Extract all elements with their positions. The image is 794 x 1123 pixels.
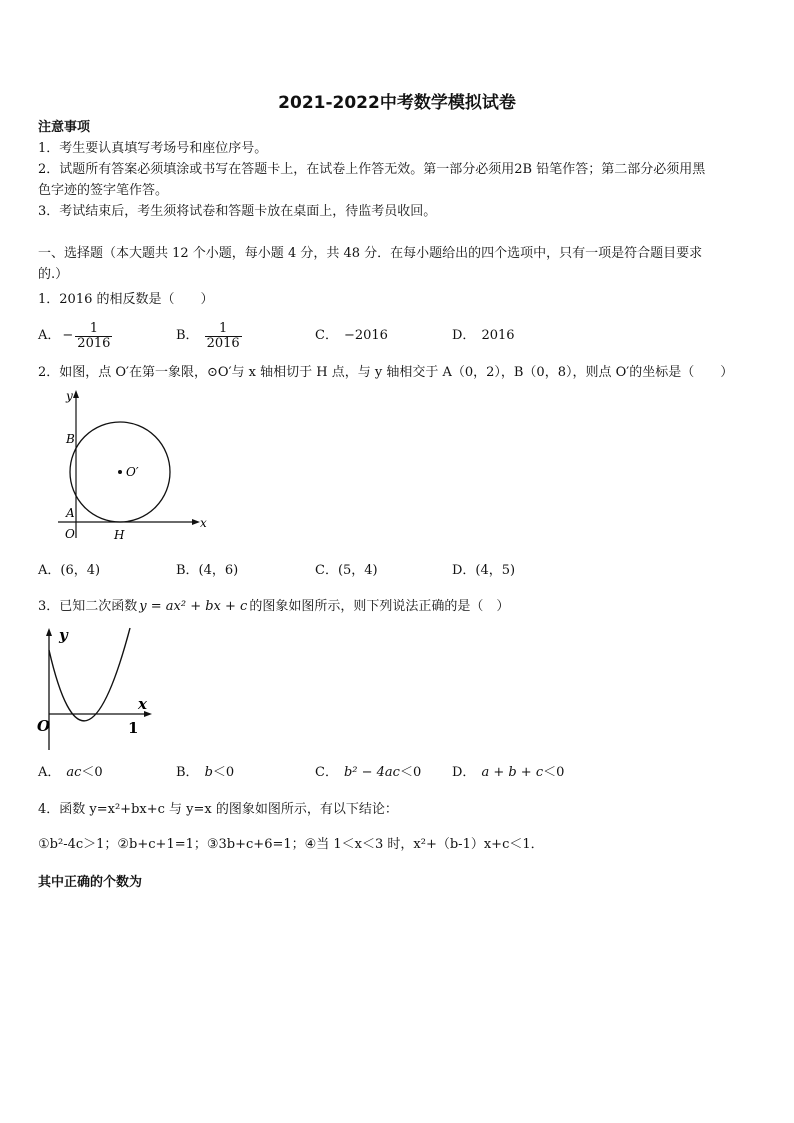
notice-item-1: 1．考生要认真填写考场号和座位序号。: [38, 141, 268, 156]
q3-option-b-rel: ＜0: [212, 765, 235, 780]
q1-option-a: [38, 316, 112, 356]
q2-option-a: A．(6，4): [38, 563, 101, 578]
q1-stem: 1．2016 的相反数是（ ）: [38, 292, 214, 307]
q2-option-d: D．(4，5): [452, 563, 516, 578]
q3-option-a-expr: ac: [66, 765, 82, 780]
q1-option-a-denominator: 2016: [77, 335, 111, 351]
q1-option-c-value: −2016: [343, 328, 388, 343]
q3-option-c-expr: b² − 4ac: [343, 765, 400, 780]
q3-one-label: 1: [128, 719, 139, 737]
q3-option-d-label: D．: [452, 765, 476, 780]
q2-option-c: C．(5，4): [315, 563, 378, 578]
q2-x-axis-arrow: [192, 519, 200, 525]
q3-option-b: [176, 763, 234, 783]
q3-option-a-label: A．: [38, 765, 61, 780]
q2-y-axis-arrow: [73, 390, 79, 398]
q2-point-a-label: A: [66, 506, 75, 520]
notice-item-3: 3．考试结束后，考生须将试卷和答题卡放在桌面上，待监考员收回。: [38, 204, 437, 219]
q3-option-c-rel: ＜0: [399, 765, 422, 780]
q1-option-a-sign: −: [62, 328, 74, 343]
q3-stem-post: 的图象如图所示，则下列说法正确的是（ ）: [249, 599, 510, 614]
q3-option-d-rel: ＜0: [543, 765, 565, 780]
q3-option-a-rel: ＜0: [81, 765, 103, 780]
q3-option-b-label: B．: [176, 765, 199, 780]
q3-option-d-expr: a + b + c: [481, 765, 544, 780]
q3-stem-pre: 3．已知二次函数: [38, 599, 138, 614]
q2-center-label: O′: [126, 465, 139, 479]
q4-conclusions: ①b²-4c＞1；②b+c+1=1；③3b+c+6=1；④当 1＜x＜3 时，x²+（b-1）x+c＜1．: [38, 837, 544, 852]
q1-option-b: [176, 316, 242, 356]
q3-parabola-figure: [34, 622, 164, 752]
q3-origin-label: O: [37, 717, 51, 735]
q3-option-d: [452, 763, 564, 783]
q2-circle-figure: [38, 388, 218, 548]
q2-stem: 2．如图，点 O′在第一象限，⊙O′与 x 轴相切于 H 点，与 y 轴相交于 A（0，2），B（0，8），则点 O′的坐标是（ ）: [38, 365, 734, 380]
q1-option-b-numerator: 1: [205, 322, 242, 337]
q2-option-b: B．(4，6): [176, 563, 239, 578]
q1-option-b-denominator: 2016: [206, 335, 240, 351]
q1-option-d: [452, 326, 515, 346]
q3-x-label: x: [138, 695, 147, 713]
q3-option-b-expr: b: [204, 765, 213, 780]
q4-stem: 4．函数 y=x²+bx+c 与 y=x 的图象如图所示，有以下结论：: [38, 802, 398, 817]
q2-center-point: [118, 470, 122, 474]
q2-origin-label: O: [65, 527, 75, 541]
q3-stem: [38, 597, 509, 617]
q2-x-label: x: [200, 516, 207, 530]
section-heading-cont: 的.）: [38, 267, 69, 282]
q1-option-a-label: A．: [38, 328, 61, 343]
q3-option-c: [315, 763, 421, 783]
notice-item-2: 2．试题所有答案必须填涂或书写在答题卡上，在试卷上作答无效。第一部分必须用2B 铅笔作答；第二部分必须用黑: [38, 162, 706, 177]
section-heading: 一、选择题（本大题共 12 个小题，每小题 4 分，共 48 分．在每小题给出的四个选项中，只有一项是符合题目要求: [38, 246, 703, 261]
q1-option-a-numerator: 1: [75, 322, 112, 337]
q1-option-b-label: B．: [176, 328, 199, 343]
q1-option-a-fraction: [75, 322, 112, 351]
q2-point-b-label: B: [66, 432, 75, 446]
q2-y-label: y: [66, 389, 73, 403]
notice-heading: 注意事项: [38, 120, 91, 135]
notice-item-2-cont: 色字迹的签字笔作答。: [38, 183, 169, 198]
page-title: 2021-2022中考数学模拟试卷: [278, 93, 516, 113]
q1-option-b-fraction: [205, 322, 242, 351]
q1-option-c-label: C．: [315, 328, 338, 343]
q3-stem-formula: y = ax² + bx + c: [139, 599, 248, 614]
q1-option-c: [315, 326, 388, 346]
q3-option-c-label: C．: [315, 765, 338, 780]
q1-option-d-value: 2016: [481, 328, 515, 343]
q4-tail: 其中正确的个数为: [38, 875, 143, 890]
q3-option-a: [38, 763, 103, 783]
q3-y-axis-arrow: [46, 628, 52, 636]
q1-option-d-label: D．: [452, 328, 476, 343]
q3-y-label: y: [59, 626, 68, 644]
q2-point-h-label: H: [114, 528, 125, 542]
